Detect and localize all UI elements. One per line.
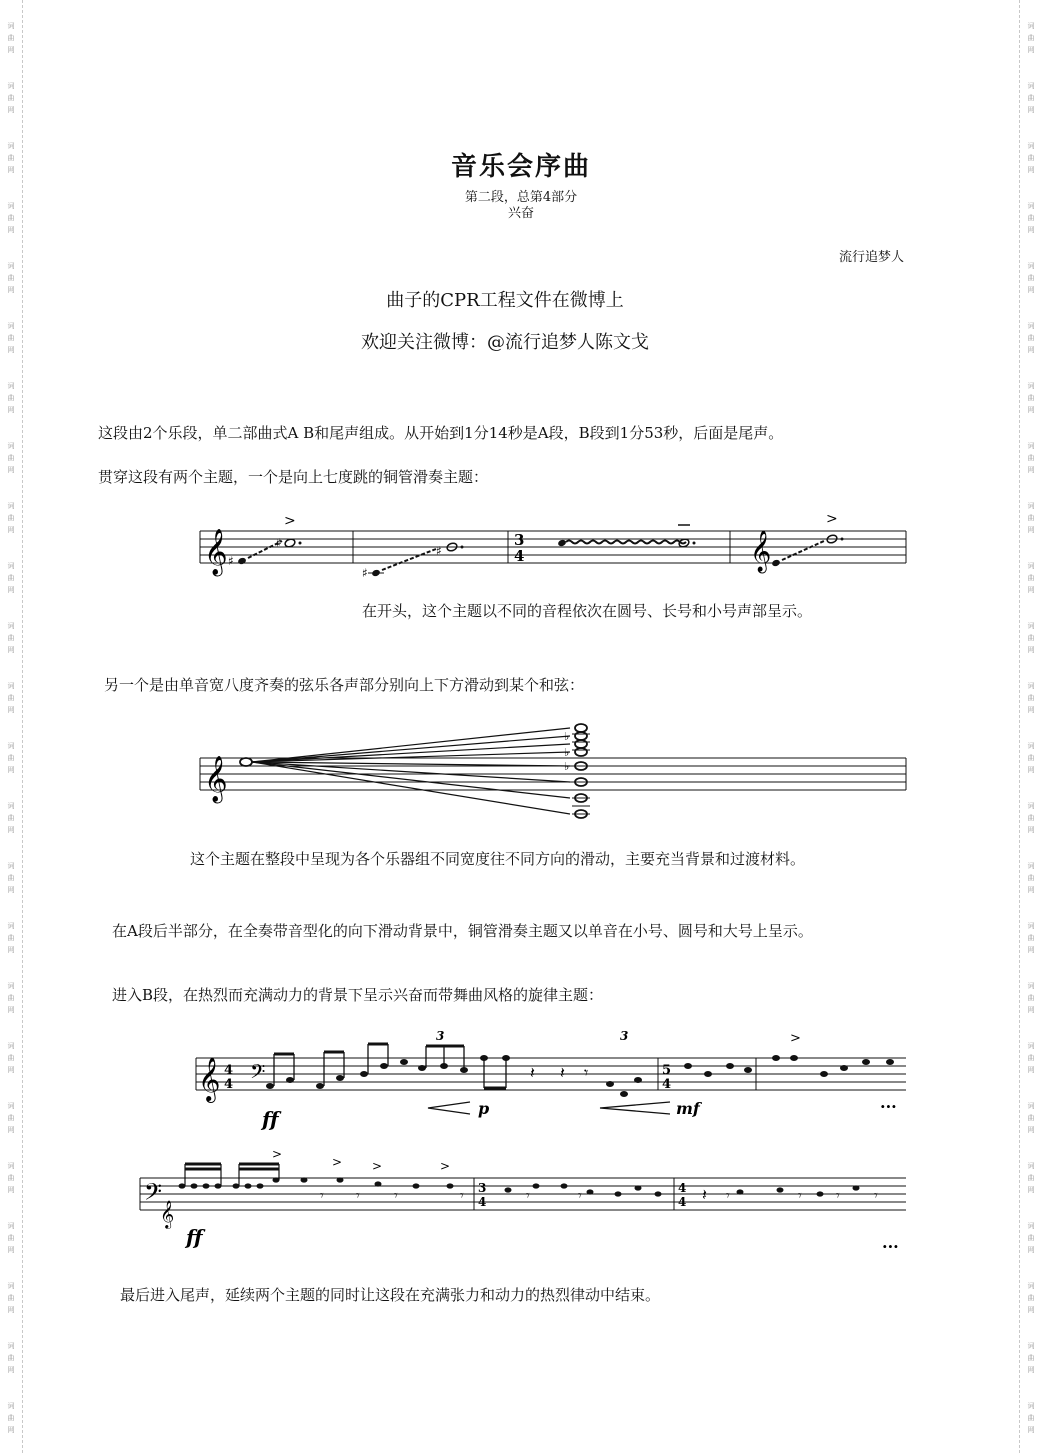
watermark-group bbox=[8, 1280, 15, 1320]
time-sig-4-top: 4 bbox=[224, 1063, 234, 1078]
watermark-group bbox=[1028, 1100, 1035, 1140]
watermark-char: 曲 bbox=[7, 514, 15, 522]
watermark-char: 词 bbox=[1027, 1342, 1035, 1350]
watermark-group bbox=[8, 680, 15, 720]
watermark-char: 曲 bbox=[7, 994, 15, 1002]
time-sig-3b: 3 bbox=[478, 1181, 487, 1195]
watermark-char: 网 bbox=[1027, 646, 1035, 654]
watermark-char: 网 bbox=[1027, 706, 1035, 714]
watermark-char: 曲 bbox=[1027, 1414, 1035, 1422]
watermark-char: 词 bbox=[1027, 1402, 1035, 1410]
time-sig-4-bottom: 4 bbox=[224, 1077, 234, 1092]
watermark-char: 曲 bbox=[1027, 1234, 1035, 1242]
watermark-char: 网 bbox=[1027, 766, 1035, 774]
dynamic-mf: mf bbox=[676, 1099, 700, 1118]
watermark-char: 曲 bbox=[7, 874, 15, 882]
watermark-char: 网 bbox=[7, 166, 15, 174]
accent-mark-7: > bbox=[440, 1159, 451, 1173]
watermark-char: 词 bbox=[7, 742, 15, 750]
watermark-char: 词 bbox=[1027, 142, 1035, 150]
watermark-group bbox=[8, 20, 15, 60]
author-name: 流行追梦人 bbox=[838, 250, 904, 265]
watermark-group bbox=[8, 500, 15, 540]
watermark-group bbox=[1028, 620, 1035, 660]
watermark-char: 词 bbox=[1027, 1102, 1035, 1110]
watermark-char: 网 bbox=[1027, 346, 1035, 354]
watermark-char: 网 bbox=[1027, 1066, 1035, 1074]
ellipsis-1: ... bbox=[880, 1093, 897, 1112]
watermark-char: 词 bbox=[1027, 202, 1035, 210]
watermark-char: 词 bbox=[1027, 22, 1035, 30]
watermark-group bbox=[1028, 1220, 1035, 1260]
watermark-char: 词 bbox=[1027, 502, 1035, 510]
watermark-char: 词 bbox=[1027, 1162, 1035, 1170]
watermark-char: 网 bbox=[7, 586, 15, 594]
watermark-group bbox=[8, 380, 15, 420]
watermark-char: 网 bbox=[1027, 226, 1035, 234]
watermark-char: 曲 bbox=[1027, 634, 1035, 642]
svg-text:♯: ♯ bbox=[228, 554, 234, 568]
accent-mark-4: > bbox=[272, 1150, 283, 1161]
watermark-char: 词 bbox=[1027, 1222, 1035, 1230]
watermark-group bbox=[1028, 440, 1035, 480]
watermark-char: 曲 bbox=[1027, 34, 1035, 42]
watermark-char: 词 bbox=[1027, 862, 1035, 870]
watermark-char: 网 bbox=[7, 466, 15, 474]
score-melody-line-2 bbox=[130, 1150, 920, 1260]
svg-text:𝄾: 𝄾 bbox=[526, 1188, 530, 1204]
svg-text:𝄾: 𝄾 bbox=[584, 1063, 589, 1082]
accent-mark-1: > bbox=[284, 515, 296, 529]
svg-text:𝄾: 𝄾 bbox=[798, 1188, 802, 1204]
watermark-char: 曲 bbox=[7, 1414, 15, 1422]
watermark-group bbox=[8, 80, 15, 120]
watermark-char: 曲 bbox=[7, 934, 15, 942]
watermark-group bbox=[1028, 740, 1035, 780]
watermark-char: 曲 bbox=[1027, 754, 1035, 762]
svg-text:𝄽: 𝄽 bbox=[560, 1063, 565, 1082]
treble-clef-icon-3: 𝄞 bbox=[198, 1057, 221, 1101]
watermark-char: 词 bbox=[7, 682, 15, 690]
watermark-char: 曲 bbox=[1027, 334, 1035, 342]
treble-clef-change-icon: 𝄞 bbox=[160, 1200, 175, 1228]
watermark-char: 词 bbox=[7, 982, 15, 990]
watermark-group bbox=[8, 440, 15, 480]
watermark-group bbox=[1028, 1160, 1035, 1200]
score-strings-glissando bbox=[190, 722, 920, 822]
watermark-group bbox=[1028, 560, 1035, 600]
svg-text:𝄽: 𝄽 bbox=[530, 1063, 535, 1082]
watermark-char: 词 bbox=[1027, 682, 1035, 690]
watermark-char: 网 bbox=[1027, 1306, 1035, 1314]
caption-strings-theme: 这个主题在整段中呈现为各个乐器组不同宽度往不同方向的滑动，主要充当背景和过渡材料。 bbox=[190, 850, 806, 868]
watermark-char: 词 bbox=[1027, 922, 1035, 930]
watermark-char: 曲 bbox=[7, 814, 15, 822]
watermark-group bbox=[1028, 1040, 1035, 1080]
time-sig-4c-4: 4 bbox=[678, 1195, 687, 1209]
watermark-char: 曲 bbox=[7, 154, 15, 162]
watermark-group bbox=[1028, 320, 1035, 360]
svg-text:♯: ♯ bbox=[362, 566, 368, 580]
caption-brass-theme: 在开头，这个主题以不同的音程依次在圆号、长号和小号声部呈示。 bbox=[362, 602, 813, 620]
watermark-char: 词 bbox=[1027, 322, 1035, 330]
watermark-char: 网 bbox=[1027, 466, 1035, 474]
watermark-char: 词 bbox=[1027, 262, 1035, 270]
watermark-char: 网 bbox=[1027, 106, 1035, 114]
score-brass-glissando bbox=[190, 515, 920, 585]
note-line-2: 欢迎关注微博：@流行追梦人陈文戈 bbox=[361, 332, 649, 353]
watermark-char: 网 bbox=[7, 706, 15, 714]
accent-mark-3: > bbox=[790, 1031, 801, 1046]
watermark-char: 曲 bbox=[7, 394, 15, 402]
watermark-char: 网 bbox=[1027, 1186, 1035, 1194]
watermark-char: 曲 bbox=[7, 1174, 15, 1182]
svg-text:♭: ♭ bbox=[564, 760, 570, 773]
watermark-group bbox=[1028, 860, 1035, 900]
watermark-char: 网 bbox=[7, 1306, 15, 1314]
paragraph-coda: 最后进入尾声，延续两个主题的同时让这段在充满张力和动力的热烈律动中结束。 bbox=[120, 1286, 661, 1304]
svg-text:♭: ♭ bbox=[564, 746, 570, 759]
watermark-char: 网 bbox=[7, 346, 15, 354]
triplet-mark-1: 3 bbox=[436, 1029, 445, 1043]
watermark-char: 词 bbox=[1027, 1042, 1035, 1050]
paragraph-themes: 贯穿这段有两个主题，一个是向上七度跳的铜管滑奏主题： bbox=[98, 468, 489, 486]
watermark-char: 词 bbox=[7, 322, 15, 330]
watermark-char: 网 bbox=[7, 286, 15, 294]
watermark-group bbox=[1028, 680, 1035, 720]
watermark-char: 网 bbox=[1027, 166, 1035, 174]
watermark-group bbox=[8, 1040, 15, 1080]
watermark-group bbox=[1028, 80, 1035, 120]
watermark-char: 曲 bbox=[1027, 1114, 1035, 1122]
paragraph-b-section: 进入B段，在热烈而充满动力的背景下呈示兴奋而带舞曲风格的旋律主题： bbox=[112, 986, 604, 1004]
watermark-char: 网 bbox=[7, 526, 15, 534]
svg-text:𝄾: 𝄾 bbox=[836, 1188, 840, 1204]
watermark-char: 词 bbox=[7, 442, 15, 450]
watermark-char: 网 bbox=[7, 1366, 15, 1374]
watermark-char: 曲 bbox=[7, 574, 15, 582]
svg-text:♯: ♯ bbox=[436, 544, 442, 558]
watermark-char: 词 bbox=[7, 562, 15, 570]
watermark-char: 网 bbox=[1027, 1366, 1035, 1374]
watermark-char: 曲 bbox=[1027, 1174, 1035, 1182]
watermark-char: 曲 bbox=[1027, 694, 1035, 702]
accent-mark-6: > bbox=[372, 1159, 383, 1173]
watermark-char: 网 bbox=[7, 46, 15, 54]
watermark-char: 曲 bbox=[1027, 994, 1035, 1002]
watermark-char: 词 bbox=[1027, 82, 1035, 90]
watermark-char: 词 bbox=[7, 1042, 15, 1050]
svg-text:𝄾: 𝄾 bbox=[874, 1188, 878, 1204]
watermark-char: 词 bbox=[1027, 382, 1035, 390]
watermark-char: 曲 bbox=[1027, 574, 1035, 582]
watermark-group bbox=[8, 800, 15, 840]
paragraph-a-section: 在A段后半部分，在全奏带音型化的向下滑动背景中，铜管滑奏主题又以单音在小号、圆号和大号上呈示。 bbox=[112, 922, 813, 940]
watermark-char: 网 bbox=[7, 1006, 15, 1014]
watermark-char: 网 bbox=[1027, 46, 1035, 54]
watermark-group bbox=[8, 1160, 15, 1200]
watermark-char: 词 bbox=[7, 862, 15, 870]
dynamic-ff-1: ff bbox=[262, 1107, 279, 1131]
watermark-char: 词 bbox=[1027, 742, 1035, 750]
watermark-group bbox=[8, 740, 15, 780]
watermark-char: 曲 bbox=[1027, 394, 1035, 402]
watermark-char: 网 bbox=[7, 766, 15, 774]
note-line-1: 曲子的CPR工程文件在微博上 bbox=[386, 290, 624, 311]
watermark-char: 曲 bbox=[1027, 94, 1035, 102]
time-sig-5-4: 4 bbox=[662, 1077, 672, 1092]
watermark-char: 曲 bbox=[1027, 214, 1035, 222]
watermark-char: 词 bbox=[7, 1282, 15, 1290]
watermark-char: 网 bbox=[1027, 526, 1035, 534]
watermark-char: 词 bbox=[7, 262, 15, 270]
dynamic-ff-2: ff bbox=[186, 1225, 203, 1249]
watermark-char: 词 bbox=[1027, 562, 1035, 570]
svg-text:𝄾: 𝄾 bbox=[394, 1188, 398, 1204]
watermark-group bbox=[1028, 500, 1035, 540]
time-sig-5: 5 bbox=[662, 1063, 672, 1078]
decrescendo-hairpin bbox=[428, 1102, 470, 1114]
watermark-char: 网 bbox=[7, 1066, 15, 1074]
watermark-group bbox=[1028, 380, 1035, 420]
watermark-char: 曲 bbox=[7, 634, 15, 642]
watermark-char: 网 bbox=[1027, 946, 1035, 954]
watermark-group bbox=[1028, 260, 1035, 300]
watermark-char: 曲 bbox=[1027, 274, 1035, 282]
watermark-group bbox=[8, 860, 15, 900]
watermark-char: 词 bbox=[7, 142, 15, 150]
watermark-char: 词 bbox=[7, 82, 15, 90]
watermark-char: 曲 bbox=[1027, 934, 1035, 942]
watermark-char: 网 bbox=[1027, 406, 1035, 414]
watermark-char: 曲 bbox=[7, 1234, 15, 1242]
watermark-group bbox=[1028, 20, 1035, 60]
watermark-char: 网 bbox=[1027, 886, 1035, 894]
page-subtitle: 第二段，总第4部分 bbox=[464, 190, 578, 205]
watermark-char: 网 bbox=[1027, 1126, 1035, 1134]
watermark-char: 曲 bbox=[7, 1114, 15, 1122]
svg-text:𝄾: 𝄾 bbox=[726, 1188, 730, 1204]
watermark-char: 网 bbox=[7, 1186, 15, 1194]
watermark-char: 曲 bbox=[1027, 1294, 1035, 1302]
watermark-char: 词 bbox=[1027, 442, 1035, 450]
watermark-char: 网 bbox=[7, 886, 15, 894]
watermark-char: 网 bbox=[7, 1246, 15, 1254]
watermark-group bbox=[1028, 1340, 1035, 1380]
watermark-char: 词 bbox=[7, 22, 15, 30]
accent-mark-2: > bbox=[826, 515, 838, 527]
watermark-char: 词 bbox=[7, 1402, 15, 1410]
watermark-group bbox=[8, 1100, 15, 1140]
watermark-char: 词 bbox=[1027, 802, 1035, 810]
watermark-group bbox=[8, 980, 15, 1020]
svg-text:♯: ♯ bbox=[276, 536, 282, 550]
watermark-group bbox=[1028, 920, 1035, 960]
watermark-char: 曲 bbox=[7, 274, 15, 282]
dynamic-p: p bbox=[478, 1099, 490, 1118]
watermark-group bbox=[8, 920, 15, 960]
triplet-mark-2: 3 bbox=[620, 1029, 629, 1043]
watermark-char: 词 bbox=[7, 922, 15, 930]
watermark-char: 词 bbox=[7, 1102, 15, 1110]
score-melody-line-1 bbox=[190, 1022, 920, 1132]
watermark-char: 词 bbox=[7, 202, 15, 210]
bass-clef-change-icon: 𝄢 bbox=[250, 1060, 266, 1088]
watermark-char: 网 bbox=[1027, 1246, 1035, 1254]
watermark-char: 词 bbox=[7, 622, 15, 630]
time-sig-4c: 4 bbox=[678, 1181, 687, 1195]
treble-clef-icon-2: 𝄞 bbox=[204, 756, 228, 802]
ellipsis-2: ... bbox=[882, 1233, 899, 1252]
watermark-char: 网 bbox=[1027, 1006, 1035, 1014]
time-sig-4a: 4 bbox=[514, 547, 525, 565]
watermark-group bbox=[8, 1220, 15, 1260]
watermark-char: 网 bbox=[1027, 826, 1035, 834]
watermark-char: 网 bbox=[1027, 1426, 1035, 1434]
watermark-char: 词 bbox=[7, 1222, 15, 1230]
watermark-char: 曲 bbox=[7, 1354, 15, 1362]
watermark-char: 曲 bbox=[1027, 1054, 1035, 1062]
watermark-group bbox=[1028, 980, 1035, 1020]
page-title: 音乐会序曲 bbox=[450, 152, 591, 182]
watermark-char: 网 bbox=[7, 406, 15, 414]
watermark-char: 曲 bbox=[7, 94, 15, 102]
watermark-char: 曲 bbox=[7, 1294, 15, 1302]
watermark-char: 曲 bbox=[7, 34, 15, 42]
paragraph-strings-theme: 另一个是由单音宽八度齐奏的弦乐各声部分别向上下方滑动到某个和弦： bbox=[104, 676, 585, 694]
watermark-char: 网 bbox=[7, 1426, 15, 1434]
watermark-char: 曲 bbox=[7, 334, 15, 342]
crescendo-hairpin bbox=[600, 1102, 670, 1114]
watermark-char: 词 bbox=[7, 502, 15, 510]
svg-text:𝄾: 𝄾 bbox=[320, 1188, 324, 1204]
watermark-char: 词 bbox=[7, 802, 15, 810]
watermark-char: 曲 bbox=[1027, 454, 1035, 462]
watermark-group bbox=[1028, 800, 1035, 840]
watermark-group bbox=[1028, 1280, 1035, 1320]
watermark-char: 词 bbox=[7, 382, 15, 390]
watermark-char: 曲 bbox=[1027, 514, 1035, 522]
treble-clef-icon-small: 𝄞 bbox=[750, 531, 772, 572]
watermark-char: 网 bbox=[1027, 586, 1035, 594]
paragraph-structure: 这段由2个乐段，单二部曲式A B和尾声组成。从开始到1分14秒是A段，B段到1分53秒，后面是尾声。 bbox=[98, 424, 784, 442]
watermark-char: 网 bbox=[7, 646, 15, 654]
watermark-char: 网 bbox=[7, 226, 15, 234]
watermark-group bbox=[8, 620, 15, 660]
watermark-char: 曲 bbox=[7, 754, 15, 762]
watermark-char: 曲 bbox=[7, 454, 15, 462]
watermark-char: 词 bbox=[1027, 622, 1035, 630]
watermark-char: 曲 bbox=[1027, 874, 1035, 882]
svg-text:𝄾: 𝄾 bbox=[356, 1188, 360, 1204]
watermark-char: 词 bbox=[1027, 1282, 1035, 1290]
page-subtitle-mood: 兴奋 bbox=[507, 206, 534, 221]
watermark-char: 曲 bbox=[7, 1054, 15, 1062]
watermark-group bbox=[8, 560, 15, 600]
watermark-char: 曲 bbox=[7, 694, 15, 702]
svg-text:♭: ♭ bbox=[564, 730, 570, 743]
accent-mark-5: > bbox=[332, 1155, 343, 1169]
watermark-char: 词 bbox=[7, 1162, 15, 1170]
watermark-char: 词 bbox=[7, 1342, 15, 1350]
bass-clef-icon: 𝄢 bbox=[144, 1178, 163, 1211]
treble-clef-icon: 𝄞 bbox=[204, 529, 228, 575]
watermark-group bbox=[8, 1400, 15, 1440]
svg-text:𝄾: 𝄾 bbox=[578, 1188, 582, 1204]
svg-text:𝄽: 𝄽 bbox=[702, 1185, 707, 1204]
watermark-char: 曲 bbox=[1027, 1354, 1035, 1362]
watermark-char: 词 bbox=[1027, 982, 1035, 990]
watermark-char: 网 bbox=[7, 946, 15, 954]
svg-text:𝄾: 𝄾 bbox=[460, 1188, 464, 1204]
watermark-group bbox=[1028, 1400, 1035, 1440]
watermark-char: 网 bbox=[7, 1126, 15, 1134]
watermark-group bbox=[8, 1340, 15, 1380]
time-sig-3b-4: 4 bbox=[478, 1195, 487, 1209]
time-sig-3a: 3 bbox=[514, 531, 525, 549]
watermark-char: 网 bbox=[7, 106, 15, 114]
watermark-char: 曲 bbox=[1027, 814, 1035, 822]
watermark-char: 网 bbox=[7, 826, 15, 834]
watermark-char: 网 bbox=[1027, 286, 1035, 294]
watermark-char: 曲 bbox=[1027, 154, 1035, 162]
watermark-char: 曲 bbox=[7, 214, 15, 222]
